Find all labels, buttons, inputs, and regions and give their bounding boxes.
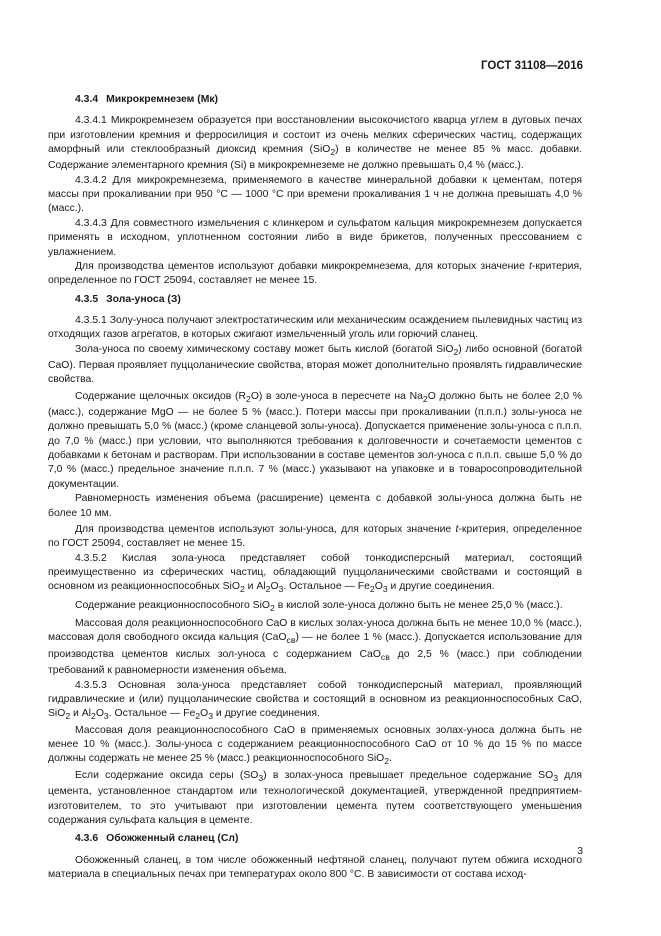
text-run: O: [200, 708, 209, 720]
text-run: O: [95, 708, 104, 720]
text-run: Массовая доля реакционноспособного CaO в применяемых основных золах-уноса должна быть не менее 10 % (масс.). Золы-уноса с содержанием реакционноспособного CaO от 10 % до 15 % по массе должны содержать не менее 25 % (масс.) реакционноспособного SiO: [48, 724, 582, 765]
subscript: 3: [258, 772, 264, 783]
subscript: 2: [245, 393, 251, 404]
subscript: 2: [369, 584, 375, 595]
text-run: Зола-уноса по своему химическому составу может быть кислой (богатой SiO: [75, 343, 454, 355]
subscript: 2: [330, 147, 336, 158]
text-run: Массовая доля реакционноспособного CaO в кислых золах-уноса должна быть не менее 10,0 % (масс.), массовая доля свободного оксида кальция (CaO: [48, 618, 582, 644]
paragraph-reactive-sio2: [48, 599, 582, 615]
section-number: 4.3.4: [75, 94, 99, 105]
text-run: и Al: [244, 581, 266, 593]
text-run: Содержание щелочных оксидов (R: [75, 390, 246, 402]
text-run: -критерия, определенное по ГОСТ 25094, составляет не менее 15.: [48, 260, 582, 287]
paragraph-4-3-5-1: 4.3.5.1 Золу-уноса получают электростатическим или механическим осаждением пылевидных частиц из отходящих газов агрегатов, в которых сжигают измельченный уголь или горючий сланец.: [48, 314, 582, 341]
section-title: Микрокремнезем (Мк): [106, 94, 219, 105]
paragraph-4-3-5-2: [48, 552, 582, 597]
text-run: в кислой золе-уноса должно быть не менее 25,0 % (масс.).: [274, 599, 563, 611]
paragraph-4-3-4-3: 4.3.4.3 Для совместного измельчения с клинкером и сульфатом кальция микрокремнезем допускается применять в исходном, уплотненном состоянии либо в виде брикетов, полученных прессованием с увлажнением.: [48, 217, 582, 258]
paragraph-fly-ash-composition: [48, 343, 582, 388]
subscript: 2: [453, 346, 459, 357]
paragraph-reactive-cao: [48, 617, 582, 679]
subscript: св: [380, 651, 390, 662]
subscript: 3: [208, 711, 214, 722]
subscript: 3: [382, 584, 388, 595]
text-run: и Al: [70, 708, 91, 720]
section-heading-4-3-6: [48, 832, 582, 846]
paragraph-4-3-4-criterion: [48, 260, 582, 289]
text-run: .: [389, 753, 392, 765]
text-run: Если содержание оксида серы (SO: [75, 769, 259, 781]
section-heading-4-3-4: [48, 93, 582, 107]
subscript: 2: [265, 584, 271, 595]
paragraph-basic-ash-cao: [48, 724, 582, 769]
text-run: ) в количестве не менее 85 % масс. добавки. Содержание элементарного кремния (Si) в микрокремнеземе не должно превышать 0,4 % (масс.).: [48, 144, 582, 172]
subscript: 2: [384, 756, 390, 767]
text-run: 4.3.5.3 Основная зола-уноса представляет собой тонкодисперсный материал, проявляющий гидравлические и (или) пуццоланические свойства и состоящий в основном из реакционноспособных CaO, SiO: [48, 679, 582, 720]
section-title: Зола-уноса (З): [106, 293, 181, 305]
italic-t: t: [529, 260, 532, 272]
text-run: 4.3.4.1 Микрокремнезем образуется при восстановлении высокочистого кварца углем в дуговых печах при изготовлении кремния и ферросилиция и состоит из очень мелких сферических частиц, содержащих аморфный или стеклообразный диоксид кремния (SiO: [48, 115, 582, 156]
section-number: 4.3.6: [75, 833, 99, 845]
italic-t: t: [455, 523, 459, 535]
paragraph-4-3-5-3: [48, 679, 582, 724]
text-run: . Остальное — Fe: [283, 581, 370, 593]
subscript: 3: [278, 584, 284, 595]
text-run: Для производства цементов используют золы-уноса, для которых значение: [75, 523, 456, 535]
paragraph-sulfur-oxide: [48, 769, 582, 828]
text-run: Для производства цементов используют добавки микрокремнезема, для которых значение: [75, 260, 529, 272]
paragraph-4-3-4-2: 4.3.4.2 Для микрокремнезема, применяемого в качестве минеральной добавки к цементам, потеря массы при прокаливании при 950 °С — 1000 °С при времени прокаливания 1 ч не должна превышать 4,0 % (масс.).: [48, 174, 582, 215]
section-number: 4.3.5: [75, 293, 99, 305]
text-run: O должно быть не более 2,0 % (масс.), содержание MgO — не более 5 % (масс.). Потери массы при прокаливании (п.п.п.) золы-уноса не должно превышать 5,0 % (масс.) (кроме сланцевой золы-уноса). Допускается применение золы-уноса с п.п.п. до 7,0 % (масс.) при условии, что выполняются требования к долговечности и сочетаемости цементов с добавками к бетонам и растворам. При использовании в составе цементов зол-уноса с п.п.п. свыше 5,0 % до 7,0 % (масс.) предельное значение п.п.п. 7 % (масс.) указывают на упаковке и в товаросопроводительной документации.: [48, 390, 582, 490]
text-run: O: [270, 581, 279, 593]
document-body: [48, 93, 582, 882]
paragraph-4-3-4-1: [48, 114, 582, 173]
subscript: 2: [239, 584, 245, 595]
subscript: св: [286, 635, 296, 646]
text-run: . Остальное — Fe: [108, 708, 196, 720]
text-run: ) — не более 1 % (масс.). Допускается использование для производства цементов кислых зол-уноса с содержанием CaO: [48, 632, 582, 660]
paragraph-volume-change: Равномерность изменения объема (расширение) цемента с добавкой золы-уноса должна быть не более 10 мм.: [48, 493, 582, 519]
subscript: 2: [90, 711, 96, 722]
text-run: для цемента, установленное стандартом или технологической документацией, утвержденной предприятием-изготовителем, то это учитывают при изготовлении цемента путем соответствующего уменьшения содержания сульфата кальция в цементе.: [48, 769, 583, 826]
text-run: ) в золах-уноса превышает предельное содержание SO: [263, 769, 554, 781]
text-run: и другие соединения.: [387, 581, 495, 593]
text-run: и другие соединения.: [213, 708, 320, 720]
standard-header: ГОСТ 31108—2016: [481, 60, 583, 72]
subscript: 2: [270, 602, 275, 613]
text-run: -критерия, определенное по ГОСТ 25094, составляет не менее 15.: [48, 523, 582, 550]
subscript: 2: [195, 711, 201, 722]
subscript: 3: [553, 772, 559, 783]
text-run: ) либо основной (богатой CaO). Первая проявляет пуццоланические свойства, вторая может дополнительно проявлять гидравлические свойства.: [48, 343, 583, 386]
text-run: O: [374, 581, 383, 593]
section-heading-4-3-5: [48, 293, 582, 307]
text-run: Содержание реакционноспособного SiO: [75, 599, 270, 611]
text-run: 4.3.5.2 Кислая зола-уноса представляет собой тонкодисперсный материал, состоящий преимущественно из сферических частиц, обладающий пуццоланическими свойствами и состоящий в основном из реакционноспособных SiO: [48, 552, 582, 593]
text-run: до 2,5 % (масс.) при соблюдении требований к равномерности изменения объема.: [48, 648, 582, 677]
section-title: Обожженный сланец (Сл): [106, 833, 239, 845]
page-number: 3: [577, 846, 583, 857]
subscript: 3: [103, 711, 109, 722]
subscript: 2: [65, 711, 71, 722]
text-run: O) в золе-уноса в пересчете на Na: [250, 390, 423, 402]
paragraph-4-3-5-criterion: [48, 523, 582, 552]
paragraph-4-3-6: Обожженный сланец, в том числе обожженный нефтяной сланец, получают путем обжига исходного материала в специальных печах при температурах около 800 °С. В зависимости от состава исход-: [48, 854, 582, 880]
subscript: 2: [422, 393, 428, 404]
paragraph-alkali-oxides: [48, 390, 582, 492]
